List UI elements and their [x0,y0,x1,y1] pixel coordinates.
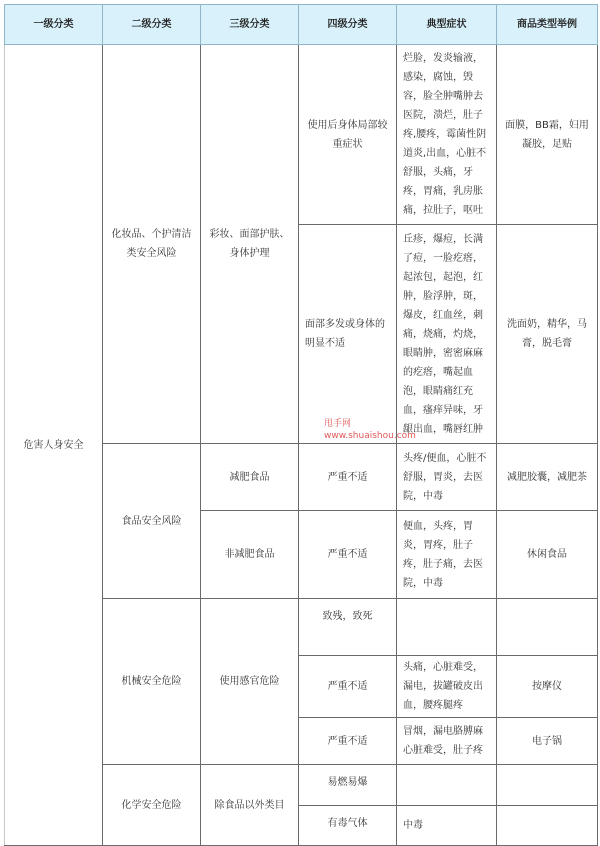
level4-cell: 面部多发或身体的明显不适 [299,225,397,444]
symptoms-cell: 便血，头疼，胃炎，胃疼，肚子疼，肚子痛，去医院，中毒 [397,511,497,599]
examples-cell [497,599,598,656]
examples-cell: 洗面奶，精华，马膏，脱毛膏 [497,225,598,444]
level3-cell: 使用感官危险 [201,599,299,765]
level4-cell: 严重不适 [299,718,397,765]
level4-cell: 严重不适 [299,656,397,718]
header-cell: 四级分类 [299,5,397,45]
table-row [5,45,598,225]
level3-cell: 减肥食品 [201,444,299,511]
symptoms-cell: 丘疹，爆痘，长满了痘，一脸疙瘩，起浓包，起泡，红肿，脸浮肿，斑，爆皮，红血丝，刺痛，烧痛，灼烧，眼睛肿，密密麻麻的疙瘩，嘴起血泡，眼睛痛红充血，瘙痒异味，牙龈出血，嘴唇红肿 [397,225,497,444]
header-cell: 二级分类 [103,5,201,45]
level1-cell: 危害人身安全 [5,45,103,846]
level2-cell: 化学安全危险 [103,765,201,846]
level4-cell: 使用后身体局部较重症状 [299,45,397,225]
level2-cell: 化妆品、个护清洁类安全风险 [103,45,201,444]
symptoms-cell [397,765,497,806]
symptoms-cell: 冒烟，漏电胳膊麻心脏难受，肚子疼 [397,718,497,765]
level4-cell: 严重不适 [299,444,397,511]
level3-cell: 除食品以外类目 [201,765,299,846]
examples-cell: 电子锅 [497,718,598,765]
header-cell: 三级分类 [201,5,299,45]
watermark [324,418,416,442]
level4-cell: 有毒气体 [299,806,397,846]
examples-cell [497,765,598,806]
watermark-line: 甩手网 [324,419,352,429]
header-cell: 一级分类 [5,5,103,45]
level3-cell: 非减肥食品 [201,511,299,599]
level4-cell: 严重不适 [299,511,397,599]
header-cell: 典型症状 [397,5,497,45]
examples-cell [497,806,598,846]
level2-cell: 食品安全风险 [103,444,201,599]
header-cell: 商品类型举例 [497,5,598,45]
symptoms-cell [397,599,497,656]
examples-cell: 休闲食品 [497,511,598,599]
level4-cell: 易燃易爆 [299,765,397,806]
risk-classification-table [4,4,598,846]
symptoms-cell: 中毒 [397,806,497,846]
watermark-line: www.shuaishou.com [324,431,416,441]
level3-cell: 彩妆、面部护肤、身体护理 [201,45,299,444]
level4-cell: 致残，致死 [299,599,397,656]
examples-cell: 面膜，BB霜，妇用凝胶，足贴 [497,45,598,225]
examples-cell: 按摩仪 [497,656,598,718]
symptoms-cell: 头疼/便血，心脏不舒服，胃炎，去医院，中毒 [397,444,497,511]
symptoms-cell: 头痛，心脏难受，漏电，拔罐破皮出血，腰疼腿疼 [397,656,497,718]
header-row [5,5,598,45]
symptoms-cell: 烂脸，发炎输液，感染，腐蚀，毁容，脸全肿嘴肿去医院，溃烂，肚子疼,腰疼，霉菌性阴道炎,出血，心脏不舒服，头痛，牙疼，胃痛，乳房胀痛，拉肚子，呕吐 [397,45,497,225]
level2-cell: 机械安全危险 [103,599,201,765]
examples-cell: 减肥胶囊，减肥茶 [497,444,598,511]
